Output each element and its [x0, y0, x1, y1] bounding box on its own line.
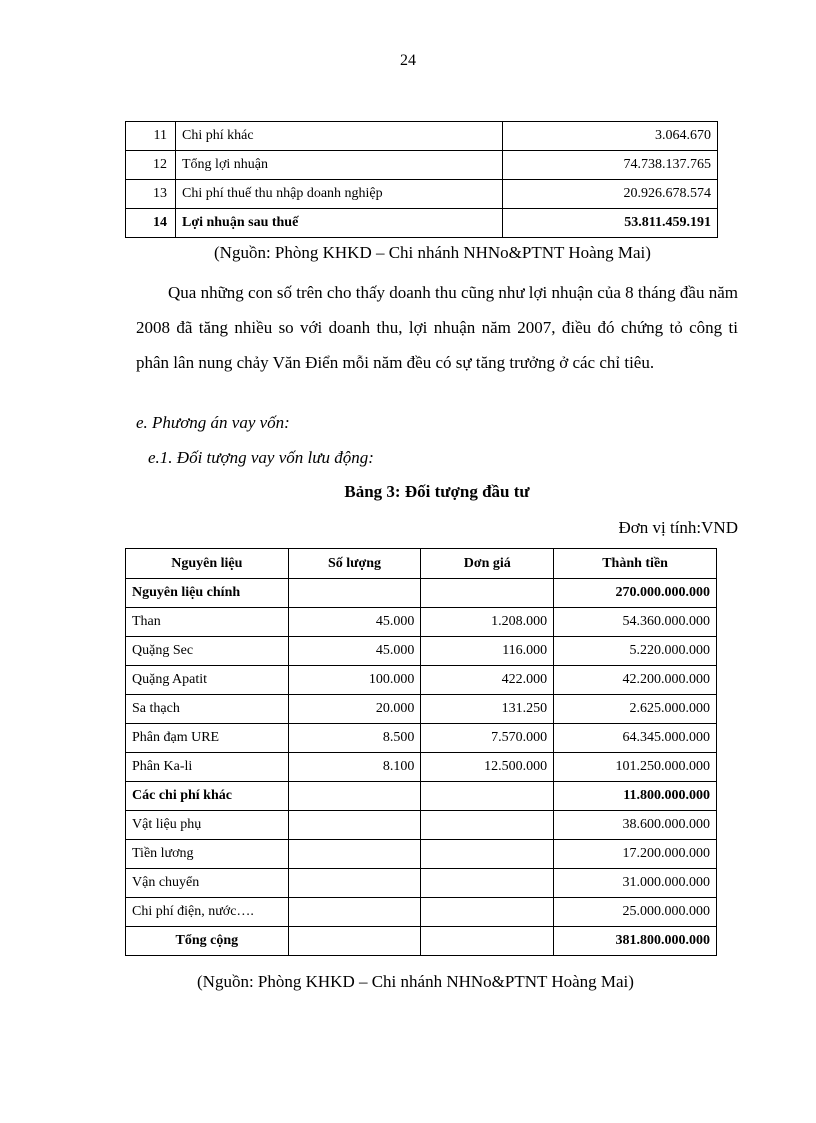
row-value: 3.064.670 — [503, 122, 718, 151]
table2-caption: Bảng 3: Đối tượng đầu tư — [344, 482, 530, 501]
body-paragraph: Qua những con số trên cho thấy doanh thu cũng như lợi nhuận của 8 tháng đầu năm 2008 đã tăng nhiều so với doanh thu, lợi nhuận năm 2007, điều đó chứng tỏ công ti phân lân nung chảy Văn Điển mỗi năm đều có sự tăng trưởng ở các chỉ tiêu. — [136, 283, 738, 372]
unit-price-cell: 12.500.000 — [421, 753, 554, 782]
row-number: 11 — [126, 122, 176, 151]
material-cell: Quặng Sec — [126, 637, 289, 666]
quantity-cell — [288, 840, 421, 869]
material-cell: Quặng Apatit — [126, 666, 289, 695]
total-cell: 11.800.000.000 — [554, 782, 717, 811]
table-row — [126, 122, 718, 151]
unit-price-cell — [421, 782, 554, 811]
investment-table — [125, 548, 717, 956]
quantity-cell — [288, 898, 421, 927]
unit-price-cell — [421, 869, 554, 898]
material-cell: Nguyên liệu chính — [126, 579, 289, 608]
total-cell: 2.625.000.000 — [554, 695, 717, 724]
quantity-cell: 20.000 — [288, 695, 421, 724]
header-total: Thành tiền — [554, 549, 717, 579]
material-cell: Phân Ka-li — [126, 753, 289, 782]
total-cell: 31.000.000.000 — [554, 869, 717, 898]
total-cell: 42.200.000.000 — [554, 666, 717, 695]
total-cell: 17.200.000.000 — [554, 840, 717, 869]
material-cell: Tiền lương — [126, 840, 289, 869]
row-value: 20.926.678.574 — [503, 180, 718, 209]
table-row — [126, 753, 717, 782]
row-label: Lợi nhuận sau thuế — [176, 209, 503, 238]
table-row — [126, 209, 718, 238]
row-label: Chi phí thuế thu nhập doanh nghiệp — [176, 180, 503, 209]
quantity-cell — [288, 782, 421, 811]
page-number: 24 — [400, 52, 416, 69]
material-cell: Sa thạch — [126, 695, 289, 724]
material-cell: Than — [126, 608, 289, 637]
material-cell: Vật liệu phụ — [126, 811, 289, 840]
total-cell: 25.000.000.000 — [554, 898, 717, 927]
unit-price-cell: 422.000 — [421, 666, 554, 695]
quantity-cell — [288, 869, 421, 898]
table-row — [126, 927, 717, 956]
table-row — [126, 898, 717, 927]
unit-price-cell: 131.250 — [421, 695, 554, 724]
quantity-cell — [288, 927, 421, 956]
table-row — [126, 666, 717, 695]
total-cell: 381.800.000.000 — [554, 927, 717, 956]
header-quantity: Số lượng — [288, 549, 421, 579]
header-unit-price: Dơn giá — [421, 549, 554, 579]
table-row — [126, 811, 717, 840]
table-row — [126, 840, 717, 869]
material-cell: Tổng cộng — [126, 927, 289, 956]
profit-table — [125, 121, 718, 238]
row-number: 13 — [126, 180, 176, 209]
table-row — [126, 180, 718, 209]
table2-source-note: (Nguồn: Phòng KHKD – Chi nhánh NHNo&PTNT Hoàng Mai) — [197, 972, 634, 991]
unit-price-cell — [421, 927, 554, 956]
table-row — [126, 151, 718, 180]
total-cell: 5.220.000.000 — [554, 637, 717, 666]
quantity-cell — [288, 579, 421, 608]
table-row — [126, 782, 717, 811]
table-row — [126, 869, 717, 898]
table-row — [126, 608, 717, 637]
unit-label: Đơn vị tính:VND — [618, 518, 738, 537]
table-row — [126, 579, 717, 608]
row-number: 12 — [126, 151, 176, 180]
total-cell: 64.345.000.000 — [554, 724, 717, 753]
quantity-cell: 8.100 — [288, 753, 421, 782]
material-cell: Phân đạm URE — [126, 724, 289, 753]
table-row — [126, 724, 717, 753]
unit-price-cell: 1.208.000 — [421, 608, 554, 637]
total-cell: 101.250.000.000 — [554, 753, 717, 782]
section-e-heading: e. Phương án vay vốn: — [136, 413, 290, 432]
table-row — [126, 695, 717, 724]
total-cell: 270.000.000.000 — [554, 579, 717, 608]
row-value: 74.738.137.765 — [503, 151, 718, 180]
quantity-cell — [288, 811, 421, 840]
section-e1-heading: e.1. Đối tượng vay vốn lưu động: — [148, 448, 374, 467]
unit-price-cell — [421, 840, 554, 869]
total-cell: 38.600.000.000 — [554, 811, 717, 840]
unit-price-cell: 7.570.000 — [421, 724, 554, 753]
quantity-cell: 45.000 — [288, 608, 421, 637]
unit-price-cell — [421, 898, 554, 927]
quantity-cell: 100.000 — [288, 666, 421, 695]
material-cell: Các chi phí khác — [126, 782, 289, 811]
table2-header-row — [126, 549, 717, 579]
total-cell: 54.360.000.000 — [554, 608, 717, 637]
row-label: Chi phí khác — [176, 122, 503, 151]
row-value: 53.811.459.191 — [503, 209, 718, 238]
quantity-cell: 8.500 — [288, 724, 421, 753]
table-row — [126, 637, 717, 666]
unit-price-cell — [421, 579, 554, 608]
quantity-cell: 45.000 — [288, 637, 421, 666]
row-label: Tổng lợi nhuận — [176, 151, 503, 180]
material-cell: Vận chuyển — [126, 869, 289, 898]
table1-source-note: (Nguồn: Phòng KHKD – Chi nhánh NHNo&PTNT Hoàng Mai) — [214, 243, 651, 262]
row-number: 14 — [126, 209, 176, 238]
unit-price-cell: 116.000 — [421, 637, 554, 666]
material-cell: Chi phí điện, nước…. — [126, 898, 289, 927]
header-material: Nguyên liệu — [126, 549, 289, 579]
unit-price-cell — [421, 811, 554, 840]
